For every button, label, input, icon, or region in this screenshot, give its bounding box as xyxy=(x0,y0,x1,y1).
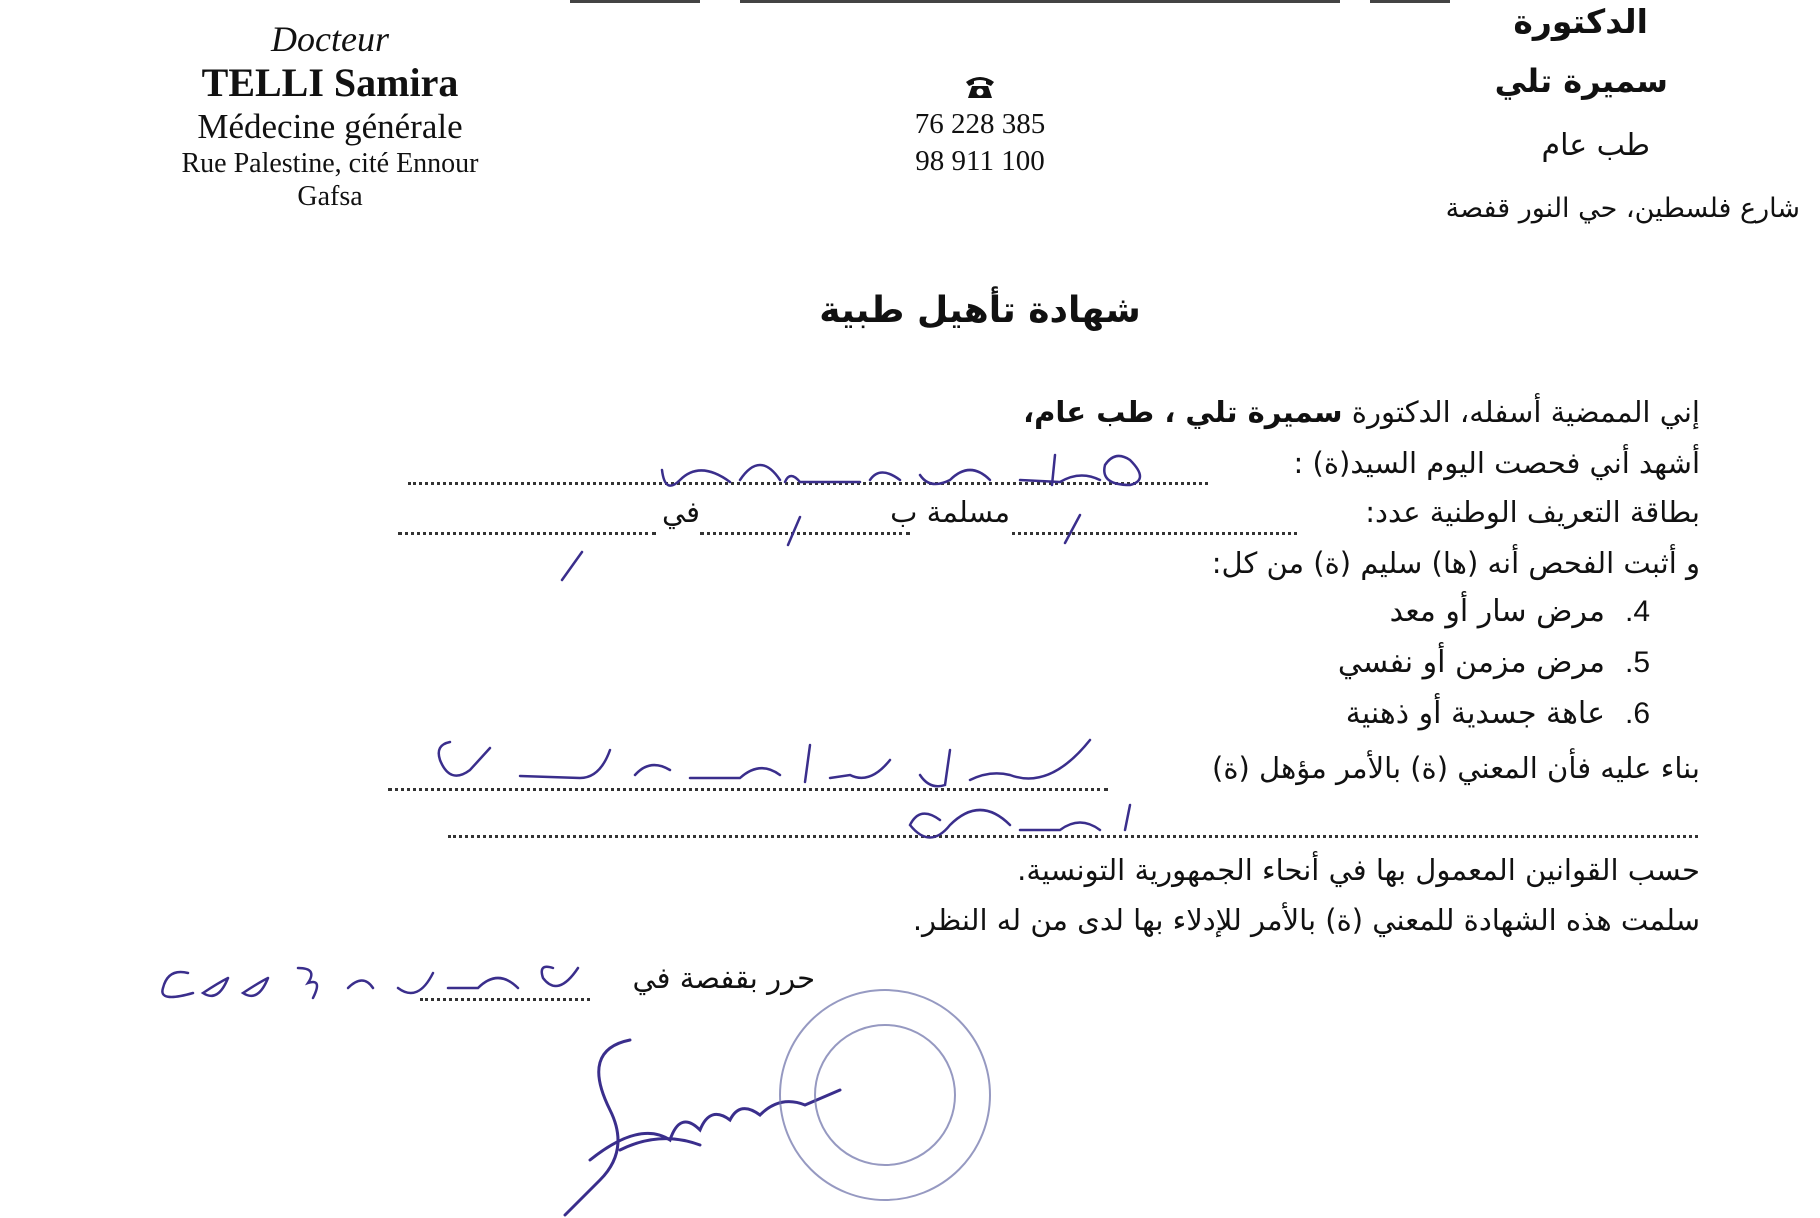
place-line: حرر بقفصة في xyxy=(632,961,815,995)
condition-item-4: 4.مرض سار أو معد xyxy=(1389,594,1650,629)
certificate-title: شهادة تأهيل طبية xyxy=(819,290,1141,331)
doctor-specialty-ar: طب عام xyxy=(1541,128,1650,163)
result-line: و أثبت الفحص أنه (ها) سليم (ة) من كل: xyxy=(1211,546,1700,580)
id-card-label: بطاقة التعريف الوطنية عدد: xyxy=(1365,495,1700,529)
in-label: في xyxy=(661,495,700,529)
issued-label: مسلمة ب xyxy=(890,495,1010,529)
intro-doctor-name: سميرة تلي ، طب عام، xyxy=(1023,395,1343,429)
handwritten-patient-name xyxy=(660,440,1200,500)
intro-prefix: إني الممضية أسفله، الدكتورة xyxy=(1351,395,1700,429)
handwritten-qualification-line2 xyxy=(900,795,1140,855)
condition-item-5: 5.مرض مزمن أو نفسي xyxy=(1337,645,1650,680)
doctor-specialty-fr: Médecine générale xyxy=(197,107,463,146)
handwritten-id-marks xyxy=(780,505,1100,565)
doctor-title-ar: الدكتورة xyxy=(1513,2,1648,41)
phone-block xyxy=(880,74,1080,180)
doctor-name-ar: سميرة تلي xyxy=(1494,62,1668,100)
qualified-line: بناء عليه فأن المعني (ة) بالأمر مؤهل (ة) xyxy=(1212,751,1700,785)
phone-number-1: 76 228 385 xyxy=(914,108,1046,140)
handwritten-qualification xyxy=(430,730,1110,800)
doctor-name-fr: TELLI Samira xyxy=(201,60,459,105)
examined-line-label: أشهد أني فحصت اليوم السيد(ة) : xyxy=(1293,446,1700,480)
doctor-city-fr: Gafsa xyxy=(297,181,363,212)
telephone-icon xyxy=(963,74,997,100)
doctor-address-fr: Rue Palestine, cité Ennour xyxy=(181,148,479,179)
doctor-header-arabic xyxy=(1280,0,1800,240)
handwritten-date xyxy=(148,948,588,1008)
delivered-line: سلمت هذه الشهادة للمعني (ة) بالأمر للإدلاء بها لدى من له النظر. xyxy=(912,903,1700,937)
doctor-header-french xyxy=(120,18,540,214)
intro-line xyxy=(1023,392,1700,432)
condition-item-6: 6.عاهة جسدية أو ذهنية xyxy=(1345,696,1650,731)
phone-number-2: 98 911 100 xyxy=(915,145,1045,177)
handwritten-slash-mark xyxy=(552,548,592,588)
doctor-stamp xyxy=(765,980,1005,1210)
doctor-address-ar: شارع فلسطين، حي النور قفصة xyxy=(1445,193,1800,224)
laws-line: حسب القوانين المعمول بها في أنحاء الجمهورية التونسية. xyxy=(1017,853,1700,887)
doctor-title-fr: Docteur xyxy=(271,19,389,59)
date-dotted-field xyxy=(398,532,656,535)
